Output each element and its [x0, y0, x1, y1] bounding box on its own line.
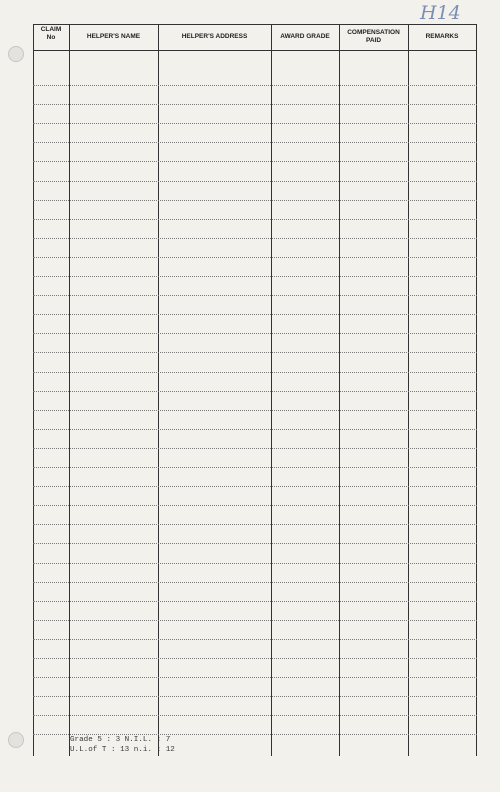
table-row — [33, 524, 477, 544]
table-row — [33, 448, 477, 468]
table-row — [33, 715, 477, 735]
punch-hole — [8, 732, 24, 748]
table-row — [33, 181, 477, 201]
table-row — [33, 658, 477, 678]
header-helper-name: HELPER'S NAME — [86, 33, 141, 40]
table-row — [33, 563, 477, 583]
table-row — [33, 486, 477, 506]
table-row — [33, 582, 477, 602]
table-row — [33, 104, 477, 124]
header-remarks: REMARKS — [425, 33, 459, 40]
table-row — [33, 314, 477, 334]
table-row — [33, 696, 477, 716]
table-row — [33, 295, 477, 315]
header-claim-no: CLAIM No — [40, 26, 62, 41]
punch-hole — [8, 46, 24, 62]
header-helper-address: HELPER'S ADDRESS — [181, 33, 248, 40]
summary-line-1: Grade 5 : 3 N.I.L. : 7 — [70, 736, 171, 744]
table-row — [33, 639, 477, 659]
summary-line-2: U.L.of T : 13 n.i. : 12 — [70, 746, 175, 754]
table-row — [33, 429, 477, 449]
table-row — [33, 142, 477, 162]
table-row — [33, 353, 477, 373]
table-row — [33, 123, 477, 143]
claims-table — [33, 24, 477, 756]
table-row — [33, 162, 477, 182]
table-row — [33, 601, 477, 621]
table-row — [33, 85, 477, 105]
table-row — [33, 257, 477, 277]
corner-mark: H14 — [420, 2, 461, 24]
table-row — [33, 677, 477, 697]
table-row — [33, 238, 477, 258]
table-row — [33, 276, 477, 296]
table-top-border — [33, 24, 477, 25]
table-row — [33, 219, 477, 239]
table-row — [33, 620, 477, 640]
table-row — [33, 372, 477, 392]
table-row — [33, 66, 477, 86]
header-bottom-border — [33, 50, 477, 51]
table-row — [33, 544, 477, 564]
header-award-grade: AWARD GRADE — [280, 33, 330, 40]
table-row — [33, 333, 477, 353]
header-compensation-paid: COMPENSATION PAID — [347, 29, 400, 44]
table-row — [33, 505, 477, 525]
table-row — [33, 200, 477, 220]
table-row — [33, 467, 477, 487]
table-row — [33, 391, 477, 411]
table-row — [33, 410, 477, 430]
